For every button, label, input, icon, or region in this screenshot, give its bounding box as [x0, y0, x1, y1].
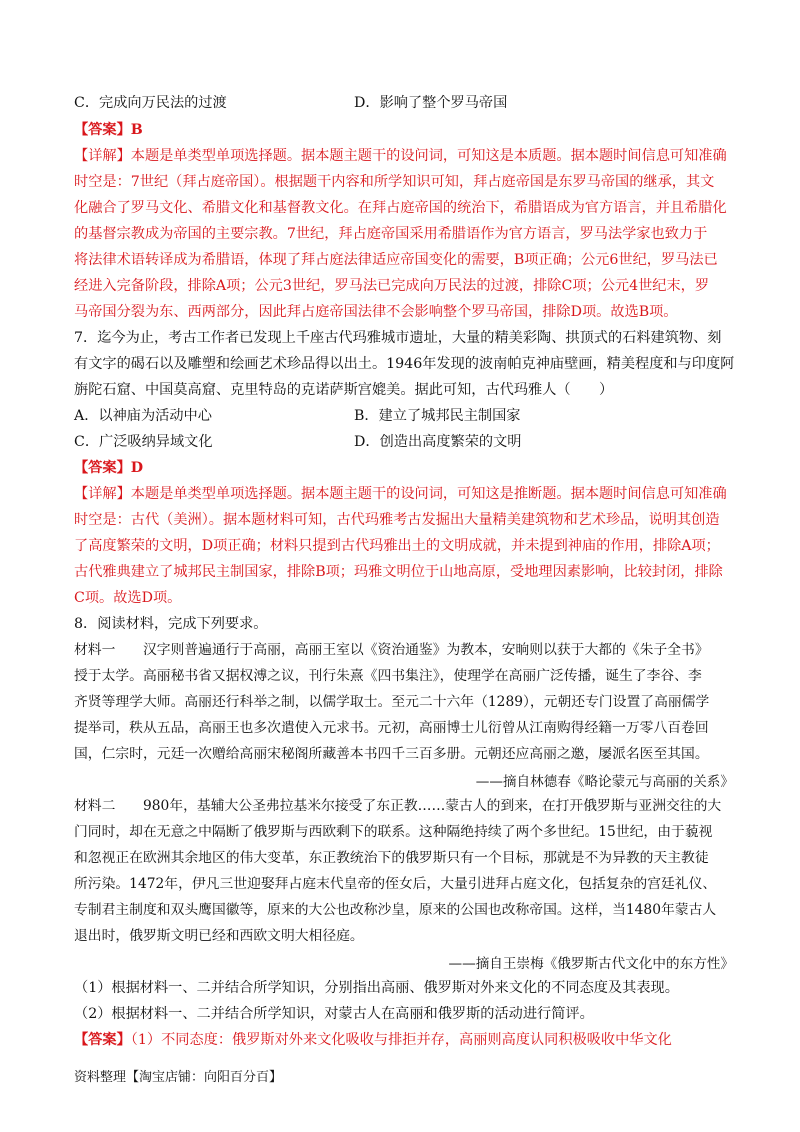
q7-detail-line: C项。故选D项。 [74, 590, 182, 606]
q7-detail-line: 时空是：古代（美洲）。据本题材料可知，古代玛雅考古发掘出大量精美建筑物和艺术珍品，说明其创造 [74, 512, 720, 528]
q8-material2-line: 材料二 980年，基辅大公圣弗拉基米尔接受了东正教……蒙古人的到来，在打开俄罗斯与亚洲交往的大 [74, 798, 722, 814]
q6-option-d: D．影响了整个罗马帝国 [354, 95, 508, 111]
q8-material1-line: 材料一 汉字则普遍通行于高丽，高丽王室以《资治通鉴》为教本，安晌则以获于大都的《朱子全书》 [74, 642, 709, 658]
q8-answer-label: 【答案】 [74, 1032, 131, 1048]
q8-sub-question-1: （1）根据材料一、二并结合所学知识，分别指出高丽、俄罗斯对外来文化的不同态度及其表现。 [74, 980, 679, 996]
q6-option-c: C．完成向万民法的过渡 [74, 95, 227, 111]
q8-material1-line: 国，仁宗时，元廷一次赠给高丽宋秘阁所藏善本书四千三百多册。元朝还应高丽之邀，屡派名医至其国。 [74, 746, 709, 762]
q8-material2-line: 和忽视正在欧洲其余地区的伟大变革，东正教统治下的俄罗斯只有一个目标，那就是不为异教的天主教徒 [74, 850, 709, 866]
q8-material1-line: 齐贤等理学大师。高丽还行科举之制，以儒学取士。至元二十六年（1289），元朝还专门设置了高丽儒学 [74, 694, 710, 710]
q7-answer: 【答案】D [74, 460, 144, 476]
q8-answer [74, 1030, 734, 1050]
page-footer: 资料整理【淘宝店铺：向阳百分百】 [74, 1070, 283, 1085]
q6-detail-line: 的基督宗教成为帝国的主要宗教。7世纪，拜占庭帝国采用希腊语作为官方语言，罗马法学家也致力于 [74, 226, 708, 242]
q7-option-d: D．创造出高度繁荣的文明 [354, 434, 522, 450]
q7-option-b: B．建立了城邦民主制国家 [354, 408, 521, 424]
q7-stem-line: 旃陀石窟、中国莫高窟、克里特岛的克诺萨斯宫媲美。据此可知，古代玛雅人（ ） [74, 382, 614, 398]
q8-material2-source: ——摘自王崇梅《俄罗斯古代文化中的东方性》 [448, 956, 734, 972]
q8-material2-line: 专制君主制度和双头鹰国徽等，原来的大公也改称沙皇，原来的公国也改称帝国。这样，当1480年蒙古人 [74, 902, 717, 918]
q6-answer: 【答案】B [74, 122, 143, 138]
q8-material1-line: 授于太学。高丽秘书省又据权溥之议，刊行朱熹《四书集注》，使理学在高丽广泛传播，诞生了李谷、李 [74, 668, 702, 684]
q7-stem-line: 7．迄今为止，考古工作者已发现上千座古代玛雅城市遗址，大量的精美彩陶、拱顶式的石料建筑物、刻 [74, 330, 722, 346]
q7-detail-line: 了高度繁荣的文明，D项正确；材料只提到古代玛雅出土的文明成就，并未提到神庙的作用，排除A项； [74, 538, 720, 554]
q6-detail-line: 马帝国分裂为东、西两部分，因此拜占庭帝国法律不会影响整个罗马帝国，排除D项。故选B项。 [74, 304, 678, 320]
q6-detail-line: 将法律术语转译成为希腊语，体现了拜占庭法律适应帝国变化的需要，B项正确；公元6世纪，罗马法已 [74, 252, 718, 268]
q7-options-cd [74, 432, 734, 452]
q8-sub-question-2: （2）根据材料一、二并结合所学知识，对蒙古人在高丽和俄罗斯的活动进行简评。 [74, 1006, 594, 1022]
q6-detail-line: 经进入完备阶段，排除A项；公元3世纪，罗马法已完成向万民法的过渡，排除C项；公元4世纪末，罗 [74, 278, 710, 294]
q7-options-ab [74, 406, 734, 426]
q8-material1-source: ——摘自林德春《略论蒙元与高丽的关系》 [475, 774, 734, 790]
q6-detail-line: 【详解】本题是单类型单项选择题。据本题主题干的设问词，可知这是本质题。据本题时间信息可知准确 [74, 148, 727, 164]
q6-detail-line: 时空是：7世纪（拜占庭帝国）。根据题干内容和所学知识可知，拜占庭帝国是东罗马帝国的继承，其文 [74, 174, 715, 190]
q7-option-c: C．广泛吸纳异域文化 [74, 434, 213, 450]
q7-option-a: A．以神庙为活动中心 [74, 408, 212, 424]
q7-stem-line: 有文字的碣石以及雕塑和绘画艺术珍品得以出土。1946年发现的波南帕克神庙壁画，精美程度和与印度阿 [74, 356, 735, 372]
q6-detail-line: 化融合了罗马文化、希腊文化和基督教文化。在拜占庭帝国的统治下，希腊语成为官方语言，并且希腊化 [74, 200, 727, 216]
q6-options-cd [74, 93, 734, 113]
q8-answer-text: （1）不同态度：俄罗斯对外来文化吸收与排拒并存，高丽则高度认同积极吸收中华文化 [130, 1032, 672, 1048]
q8-material2-line: 所污染。1472年，伊凡三世迎娶拜占庭末代皇帝的侄女后，大量引进拜占庭文化，包括复杂的宫廷礼仪、 [74, 876, 717, 892]
q7-detail-line: 古代雅典建立了城邦民主制国家，排除B项；玛雅文明位于山地高原，受地理因素影响，比较封闭，排除 [74, 564, 723, 580]
q8-material2-line: 退出时，俄罗斯文明已经和西欧文明大相径庭。 [74, 928, 364, 944]
q7-detail-line: 【详解】本题是单类型单项选择题。据本题主题干的设问词，可知这是推断题。据本题时间信息可知准确 [74, 486, 727, 502]
q8-material2-line: 门同时，却在无意之中隔断了俄罗斯与西欧剩下的联系。这种隔绝持续了两个多世纪。15世纪，由于藐视 [74, 824, 713, 840]
q8-material1-line: 提举司，秩从五品，高丽王也多次遣使入元求书。元初，高丽博士儿衍曾从江南购得经籍一万零八百卷回 [74, 720, 709, 736]
q8-stem: 8．阅读材料，完成下列要求。 [74, 616, 268, 632]
